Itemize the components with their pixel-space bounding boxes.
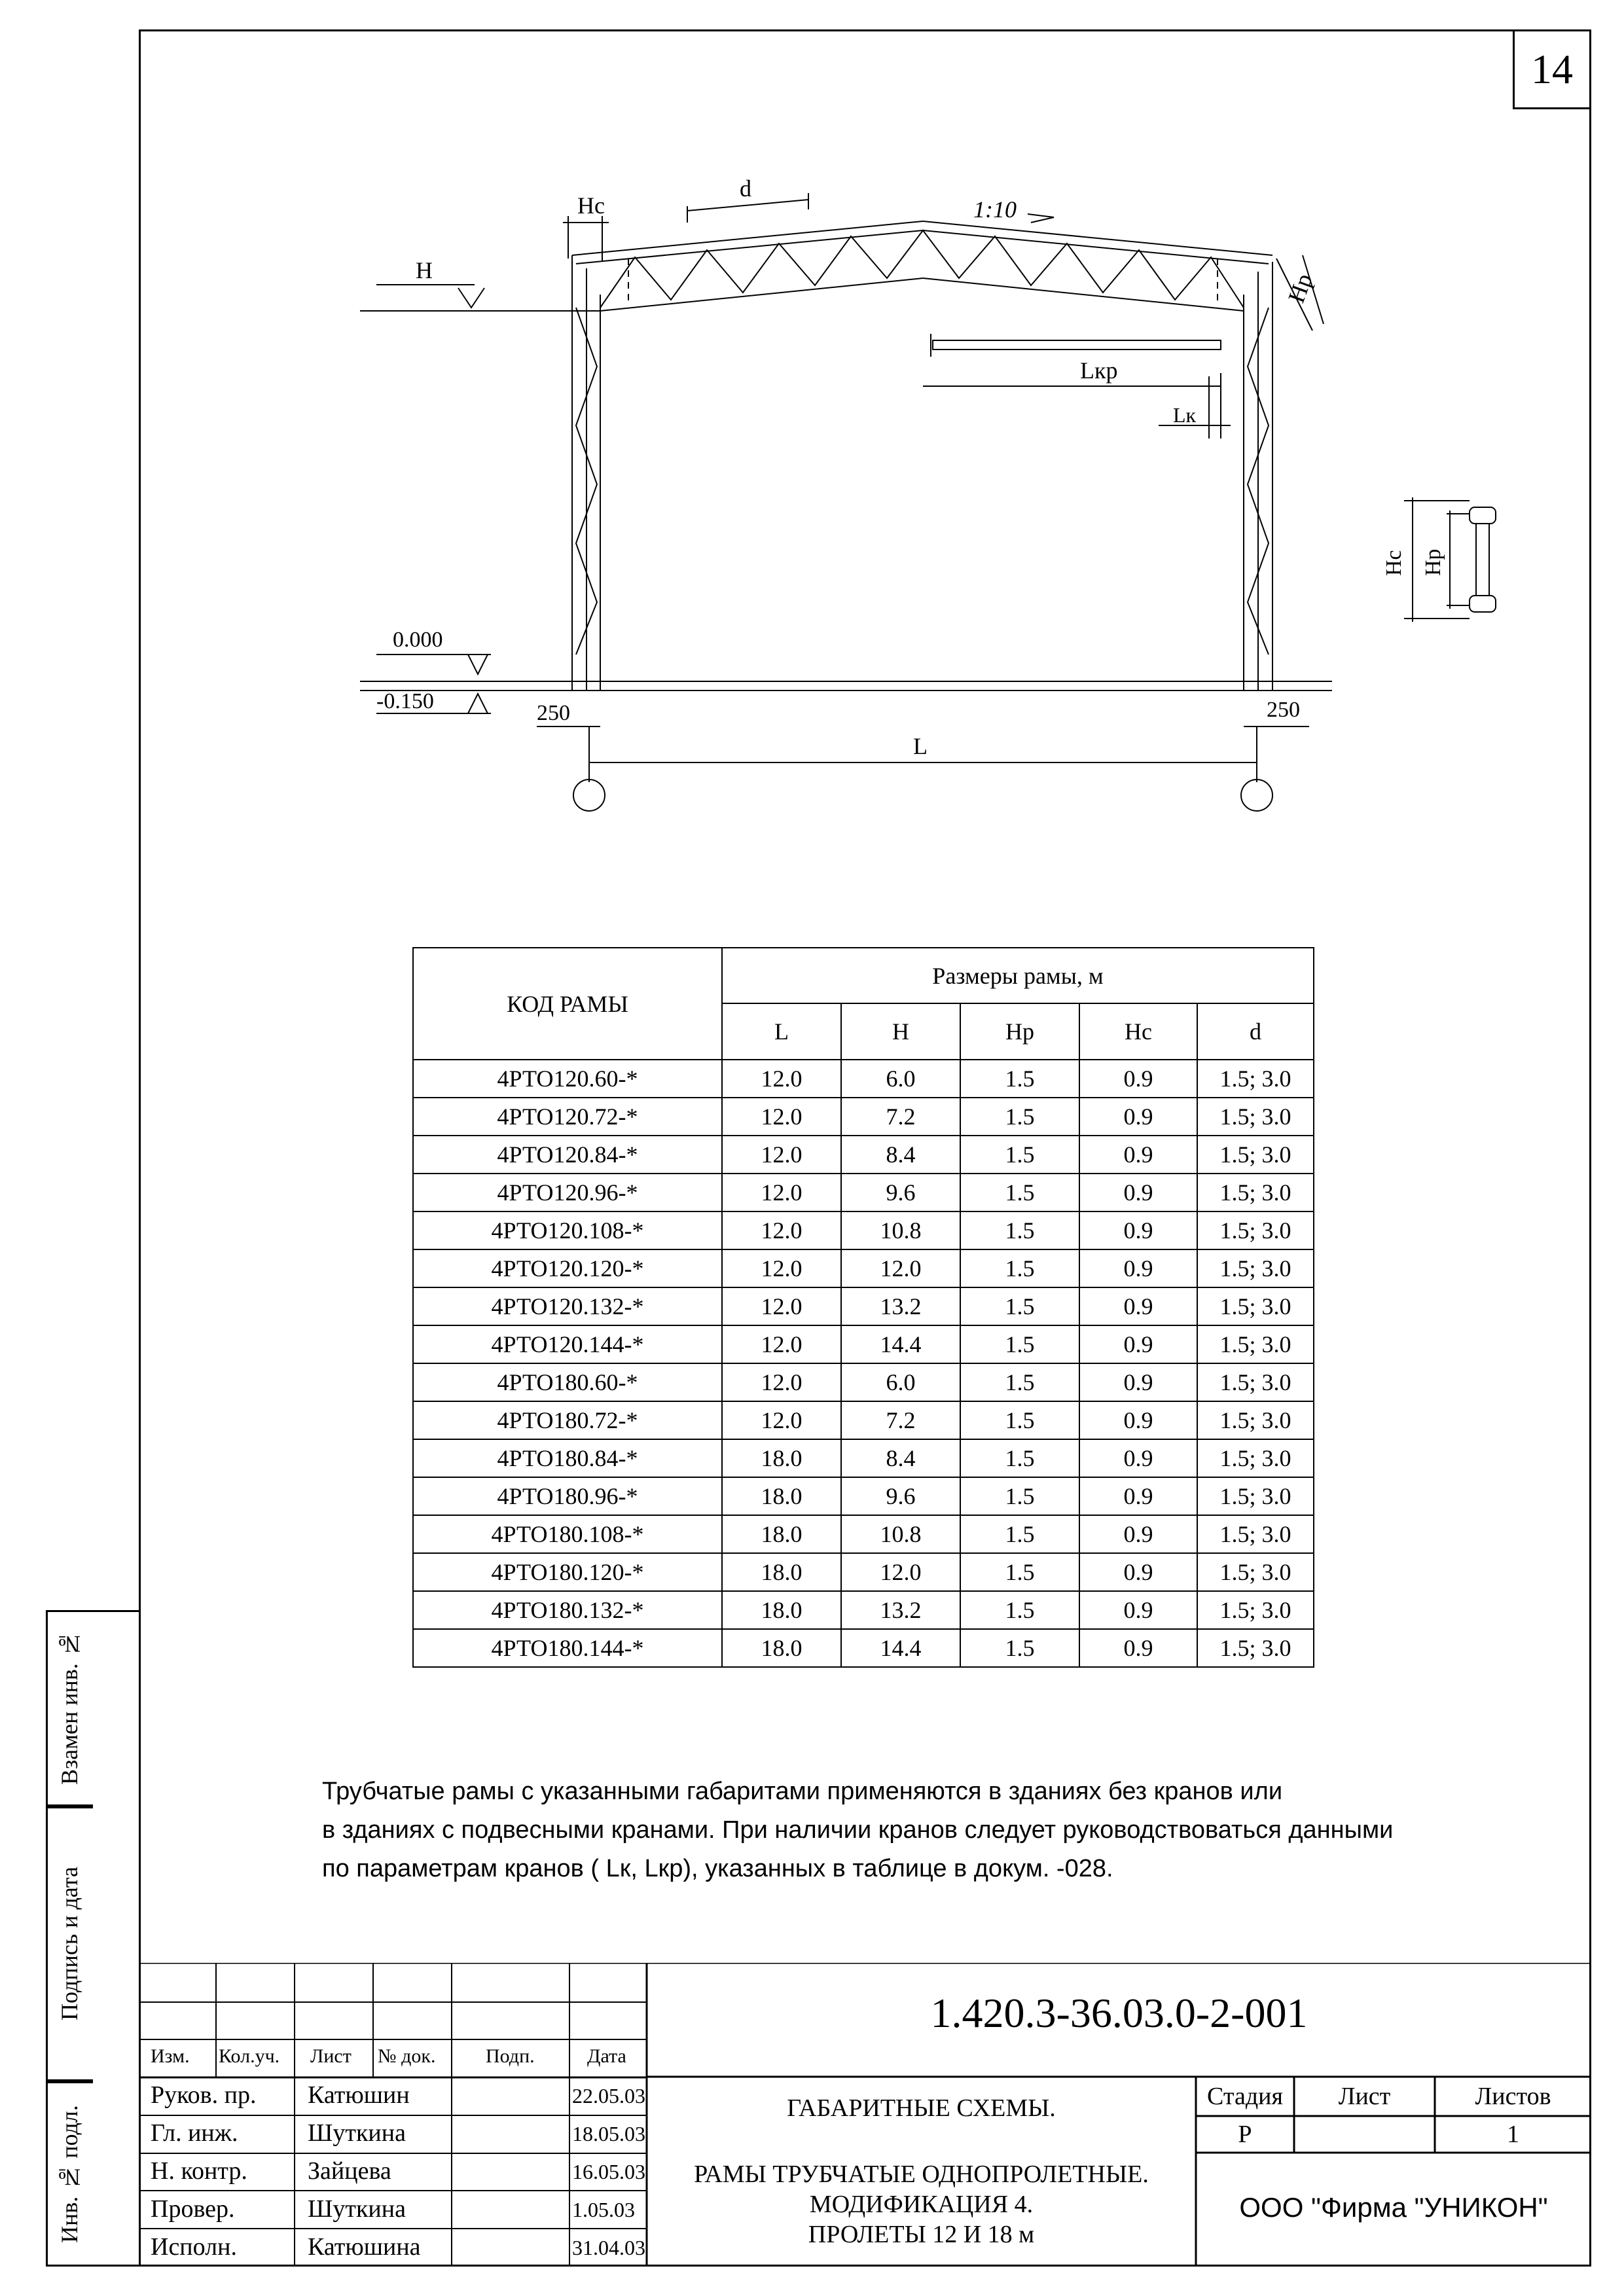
size-cell-hp: 1.5 (960, 1249, 1079, 1287)
slope-label: 1:10 (973, 196, 1017, 223)
rev-header: Лист (310, 2045, 352, 2067)
table-row (413, 1211, 1314, 1249)
size-cell-l: 12.0 (722, 1098, 841, 1136)
size-cell-d: 1.5; 3.0 (1197, 1136, 1314, 1174)
frame-code-cell: 4РТО120.108-* (413, 1211, 722, 1249)
frame-code-cell: 4РТО120.84-* (413, 1136, 722, 1174)
document-code: 1.420.3-36.03.0-2-001 (930, 1990, 1308, 2036)
signer-name: Шуткина (308, 2195, 406, 2223)
size-cell-l: 18.0 (722, 1439, 841, 1477)
left-axis-marker (573, 780, 605, 811)
h-label: H (416, 257, 433, 283)
table-row (413, 1629, 1314, 1667)
size-cell-hp: 1.5 (960, 1287, 1079, 1325)
size-cell-d: 1.5; 3.0 (1197, 1363, 1314, 1401)
replace-inv-label: Взамен инв. № (56, 1631, 82, 1785)
size-cell-hp: 1.5 (960, 1363, 1079, 1401)
table-row (413, 1174, 1314, 1211)
size-cell-l: 18.0 (722, 1591, 841, 1629)
signer-date: 31.04.03 (572, 2236, 645, 2259)
inv-orig-label: Инв. № подл. (56, 2105, 82, 2243)
size-cell-hp: 1.5 (960, 1439, 1079, 1477)
frame-elevation-drawing (0, 0, 1624, 851)
truss-web (600, 230, 1244, 308)
frame-code-cell: 4РТО120.144-* (413, 1325, 722, 1363)
title-main (647, 2159, 1196, 2250)
size-cell-h: 13.2 (841, 1287, 960, 1325)
size-cell-l: 12.0 (722, 1401, 841, 1439)
table-row (413, 1553, 1314, 1591)
size-cell-hp: 1.5 (960, 1136, 1079, 1174)
frame-code-cell: 4РТО180.60-* (413, 1363, 722, 1401)
frame-code-cell: 4РТО180.132-* (413, 1591, 722, 1629)
size-cell-hp: 1.5 (960, 1591, 1079, 1629)
size-cell-l: 12.0 (722, 1363, 841, 1401)
column-header: H (841, 1003, 960, 1060)
size-cell-l: 12.0 (722, 1211, 841, 1249)
table-row (413, 1060, 1314, 1098)
size-cell-d: 1.5; 3.0 (1197, 1629, 1314, 1667)
size-cell-h: 8.4 (841, 1439, 960, 1477)
table-row (413, 1287, 1314, 1325)
truss-bottom-right (923, 278, 1244, 311)
size-cell-h: 7.2 (841, 1098, 960, 1136)
sizes-header: Размеры рамы, м (722, 948, 1314, 1003)
frame-code-cell: 4РТО180.96-* (413, 1477, 722, 1515)
size-cell-h: 6.0 (841, 1363, 960, 1401)
size-cell-l: 18.0 (722, 1629, 841, 1667)
table-row (413, 1477, 1314, 1515)
size-cell-hc: 0.9 (1079, 1629, 1197, 1667)
note-line: в зданиях с подвесными кранами. При наличии кранов следует руководствоваться данными (322, 1816, 1394, 1844)
size-cell-d: 1.5; 3.0 (1197, 1098, 1314, 1136)
size-cell-h: 12.0 (841, 1249, 960, 1287)
size-cell-hp: 1.5 (960, 1325, 1079, 1363)
size-cell-d: 1.5; 3.0 (1197, 1060, 1314, 1098)
signer-date: 16.05.03 (572, 2160, 645, 2183)
stage-value: Р (1238, 2121, 1252, 2148)
span-label: L (913, 733, 928, 759)
d-label: d (740, 175, 751, 202)
title-line-1: ГАБАРИТНЫЕ СХЕМЫ. (787, 2094, 1056, 2122)
offset-left-label: 250 (537, 701, 570, 725)
hc-label: Hc (577, 192, 605, 219)
frame-code-cell: 4РТО180.84-* (413, 1439, 722, 1477)
title-line-3: МОДИФИКАЦИЯ 4. (809, 2191, 1034, 2218)
size-cell-d: 1.5; 3.0 (1197, 1515, 1314, 1553)
size-cell-hp: 1.5 (960, 1515, 1079, 1553)
note-line: Трубчатые рамы с указанными габаритами применяются в зданиях без кранов или (322, 1778, 1283, 1805)
size-cell-h: 7.2 (841, 1401, 960, 1439)
signer-role: Руков. пр. (151, 2081, 257, 2109)
size-cell-d: 1.5; 3.0 (1197, 1211, 1314, 1249)
size-cell-hp: 1.5 (960, 1401, 1079, 1439)
size-cell-d: 1.5; 3.0 (1197, 1553, 1314, 1591)
stage-label: Стадия (1207, 2083, 1283, 2110)
size-cell-l: 12.0 (722, 1287, 841, 1325)
table-row (413, 1515, 1314, 1553)
signer-date: 22.05.03 (572, 2084, 645, 2108)
size-cell-hc: 0.9 (1079, 1060, 1197, 1098)
truss-bottom-left (600, 278, 923, 311)
rev-header: № док. (378, 2045, 436, 2067)
size-cell-h: 10.8 (841, 1211, 960, 1249)
title-line-2: РАМЫ ТРУБЧАТЫЕ ОДНОПРОЛЕТНЫЕ. (694, 2161, 1149, 2188)
size-cell-d: 1.5; 3.0 (1197, 1439, 1314, 1477)
frame-code-cell: 4РТО120.132-* (413, 1287, 722, 1325)
size-cell-h: 14.4 (841, 1325, 960, 1363)
table-row (413, 1439, 1314, 1477)
size-cell-l: 12.0 (722, 1325, 841, 1363)
size-cell-l: 12.0 (722, 1174, 841, 1211)
note-line: по параметрам кранов ( Lк, Lкр), указанных в таблице в докум. -028. (322, 1855, 1113, 1882)
rev-header: Изм. (151, 2045, 190, 2067)
size-cell-l: 12.0 (722, 1136, 841, 1174)
signer-role: Гл. инж. (151, 2119, 238, 2147)
frame-parameters-table (412, 947, 1314, 1668)
signer-name: Катюшин (308, 2081, 410, 2109)
size-cell-d: 1.5; 3.0 (1197, 1287, 1314, 1325)
table-row (413, 1401, 1314, 1439)
sheet-label: Лист (1338, 2083, 1391, 2110)
size-cell-d: 1.5; 3.0 (1197, 1249, 1314, 1287)
size-cell-hc: 0.9 (1079, 1515, 1197, 1553)
right-axis-marker (1241, 780, 1272, 811)
column-header: d (1197, 1003, 1314, 1060)
lkr-label: Lкр (1080, 357, 1118, 384)
size-cell-hc: 0.9 (1079, 1098, 1197, 1136)
size-cell-hp: 1.5 (960, 1553, 1079, 1591)
sheets-value: 1 (1507, 2121, 1519, 2148)
column-header: Hp (960, 1003, 1079, 1060)
size-cell-l: 12.0 (722, 1060, 841, 1098)
size-cell-h: 9.6 (841, 1477, 960, 1515)
code-header: КОД РАМЫ (413, 948, 722, 1060)
size-cell-hc: 0.9 (1079, 1401, 1197, 1439)
table-body (413, 1060, 1314, 1667)
signer-date: 18.05.03 (572, 2122, 645, 2145)
size-cell-hc: 0.9 (1079, 1249, 1197, 1287)
title-block (139, 1963, 1591, 2267)
table-row (413, 1363, 1314, 1401)
signer-name: Катюшина (308, 2233, 421, 2261)
size-cell-h: 9.6 (841, 1174, 960, 1211)
rev-header: Подп. (486, 2045, 535, 2067)
size-cell-hc: 0.9 (1079, 1174, 1197, 1211)
size-cell-h: 10.8 (841, 1515, 960, 1553)
rev-header: Дата (587, 2045, 626, 2067)
section-hp-label: Hp (1421, 548, 1445, 576)
offset-right-label: 250 (1267, 698, 1300, 722)
level-minus-label: -0.150 (376, 689, 434, 713)
size-cell-hc: 0.9 (1079, 1211, 1197, 1249)
column-header: L (722, 1003, 841, 1060)
size-cell-l: 12.0 (722, 1249, 841, 1287)
size-cell-hc: 0.9 (1079, 1477, 1197, 1515)
size-cell-l: 18.0 (722, 1553, 841, 1591)
size-cell-d: 1.5; 3.0 (1197, 1401, 1314, 1439)
size-cell-h: 6.0 (841, 1060, 960, 1098)
size-cell-hp: 1.5 (960, 1060, 1079, 1098)
size-cell-d: 1.5; 3.0 (1197, 1591, 1314, 1629)
size-cell-hp: 1.5 (960, 1098, 1079, 1136)
table-row (413, 1591, 1314, 1629)
frame-code-cell: 4РТО120.72-* (413, 1098, 722, 1136)
crane-beam (933, 340, 1221, 350)
table-row (413, 1325, 1314, 1363)
frame-code-cell: 4РТО180.144-* (413, 1629, 722, 1667)
size-cell-hc: 0.9 (1079, 1325, 1197, 1363)
truss-top-right (923, 221, 1272, 255)
size-cell-hc: 0.9 (1079, 1287, 1197, 1325)
signer-role: Н. контр. (151, 2157, 247, 2185)
signer-name: Шуткина (308, 2119, 406, 2147)
signer-role: Исполн. (151, 2233, 237, 2261)
table-row (413, 1136, 1314, 1174)
size-cell-hc: 0.9 (1079, 1439, 1197, 1477)
size-cell-hc: 0.9 (1079, 1136, 1197, 1174)
size-cell-hc: 0.9 (1079, 1363, 1197, 1401)
note-text (322, 1772, 1566, 1888)
table-row (413, 1098, 1314, 1136)
level-zero-label: 0.000 (393, 628, 443, 652)
table-row (413, 1249, 1314, 1287)
size-cell-h: 14.4 (841, 1629, 960, 1667)
title-line-4: ПРОЛЕТЫ 12 И 18 м (808, 2221, 1035, 2248)
sheet-number: 14 (1513, 29, 1591, 109)
hp-label: Hp (1282, 270, 1318, 306)
truss-top-left (572, 221, 923, 255)
signer-date: 1.05.03 (572, 2198, 635, 2221)
frame-code-cell: 4РТО120.120-* (413, 1249, 722, 1287)
frame-code-cell: 4РТО120.96-* (413, 1174, 722, 1211)
company-name: ООО "Фирма "УНИКОН" (1239, 2192, 1548, 2223)
column-header: Hc (1079, 1003, 1197, 1060)
rev-header: Кол.уч. (219, 2045, 280, 2067)
frame-code-cell: 4РТО120.60-* (413, 1060, 722, 1098)
size-cell-hp: 1.5 (960, 1477, 1079, 1515)
size-cell-hc: 0.9 (1079, 1591, 1197, 1629)
size-cell-h: 8.4 (841, 1136, 960, 1174)
lk-label: Lк (1173, 403, 1197, 427)
frame-code-cell: 4РТО180.72-* (413, 1401, 722, 1439)
size-cell-l: 18.0 (722, 1477, 841, 1515)
size-cell-d: 1.5; 3.0 (1197, 1174, 1314, 1211)
size-cell-hc: 0.9 (1079, 1553, 1197, 1591)
sheets-label: Листов (1475, 2083, 1551, 2110)
size-cell-d: 1.5; 3.0 (1197, 1477, 1314, 1515)
size-cell-l: 18.0 (722, 1515, 841, 1553)
size-cell-d: 1.5; 3.0 (1197, 1325, 1314, 1363)
column-section-detail (1404, 497, 1496, 622)
size-cell-hp: 1.5 (960, 1211, 1079, 1249)
frame-code-cell: 4РТО180.108-* (413, 1515, 722, 1553)
size-cell-h: 13.2 (841, 1591, 960, 1629)
size-cell-hp: 1.5 (960, 1629, 1079, 1667)
size-cell-h: 12.0 (841, 1553, 960, 1591)
frame-code-cell: 4РТО180.120-* (413, 1553, 722, 1591)
signer-name: Зайцева (308, 2157, 391, 2185)
signer-role: Провер. (151, 2195, 235, 2223)
sign-date-label: Подпись и дата (56, 1867, 82, 2021)
size-cell-hp: 1.5 (960, 1174, 1079, 1211)
section-hc-label: Hc (1382, 550, 1406, 576)
